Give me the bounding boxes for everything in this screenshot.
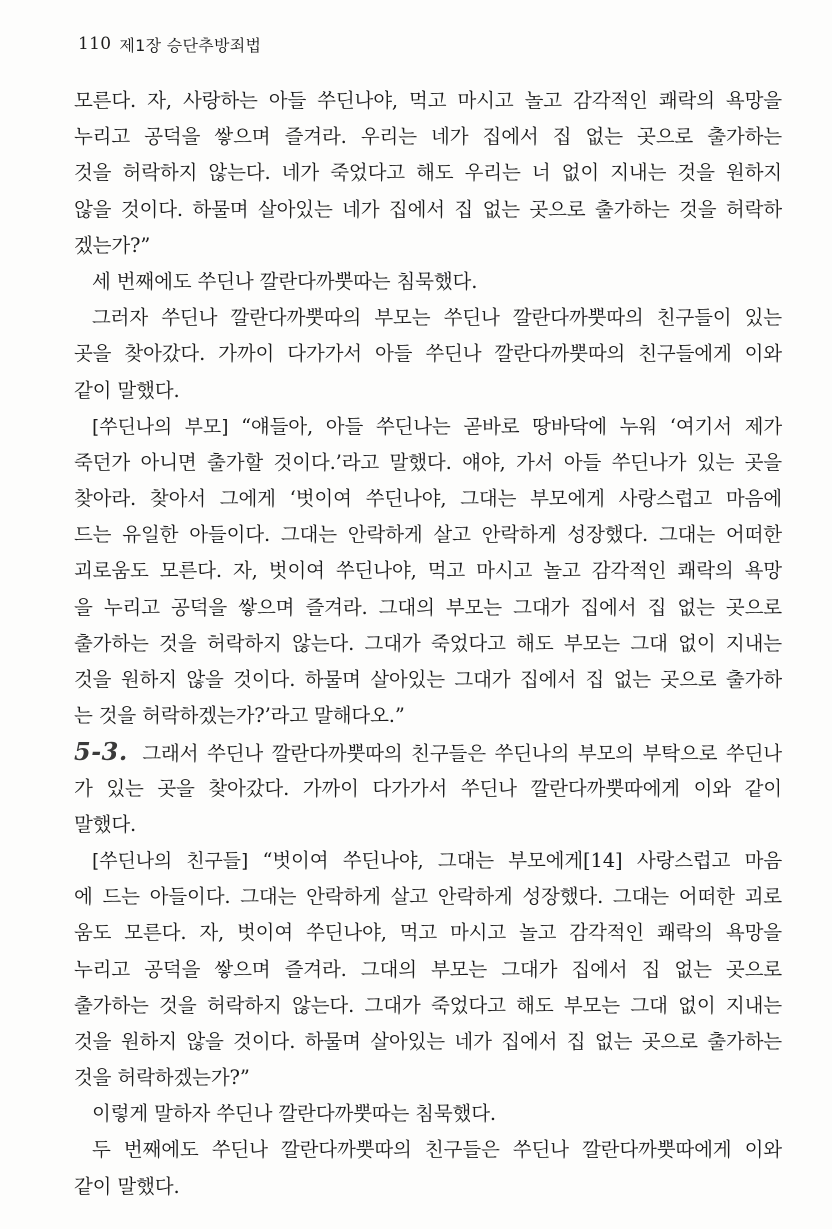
speaker-label: [쑤딘나의 친구들] [92, 849, 249, 872]
text-line [74, 1024, 782, 1060]
line-text: 세 번째에도 쑤딘나 깔란다까뿟따는 침묵했다. [92, 269, 478, 293]
line-text: 같이 말했다. [74, 378, 180, 402]
text-line [74, 771, 782, 807]
text-line [74, 988, 782, 1024]
line-text: 움도 모른다. 자, 벗이여 쑤딘나야, 먹고 마시고 놀고 감각적인 쾌락의 욕망을 [74, 921, 782, 945]
text-line [74, 228, 782, 264]
text-line [74, 662, 782, 698]
text-line [74, 445, 782, 481]
line-text: 곳을 찾아갔다. 가까이 다가가서 아들 쑤딘나 깔란다까뿟따의 친구들에게 이와 [74, 342, 782, 366]
text-line [74, 1096, 782, 1132]
text-line [74, 373, 782, 409]
text-line [74, 734, 782, 770]
text-line [74, 553, 782, 589]
section-number: 5-3. [74, 737, 128, 767]
text-line [74, 952, 782, 988]
line-text: 드는 유일한 아들이다. 그대는 안락하게 살고 안락하게 성장했다. 그대는 어떠한 [74, 523, 782, 547]
line-text: “벗이여 쑤딘나야, 그대는 부모에게[14] 사랑스럽고 마음 [248, 848, 782, 872]
line-text: 것을 원하지 않을 것이다. 하물며 살아있는 그대가 집에서 집 없는 곳으로 출가하 [74, 668, 782, 691]
line-text: 그러자 쑤딘나 깔란다까뿟따의 부모는 쑤딘나 깔란다까뿟따의 친구들이 있는 [92, 306, 782, 330]
line-text: 찾아라. 찾아서 그에게 ‘벗이여 쑤딘나야, 그대는 부모에게 사랑스럽고 마음에 [74, 487, 782, 511]
line-text: “얘들아, 아들 쑤딘나는 곧바로 땅바닥에 누워 ‘여기서 제가 [228, 414, 782, 438]
line-text: 는 것을 허락하겠는가?’라고 말해다오.” [74, 704, 405, 728]
line-text: 것을 원하지 않을 것이다. 하물며 살아있는 네가 집에서 집 없는 곳으로 출가하는 [74, 1029, 782, 1053]
text-line [74, 626, 782, 662]
line-text: 이렇게 말하자 쑤딘나 깔란다까뿟따는 침묵했다. [92, 1102, 496, 1126]
text-line [74, 409, 782, 445]
text-line [74, 517, 782, 553]
line-text: 말했다. [74, 812, 137, 836]
text-line [74, 1132, 782, 1168]
line-text: 그래서 쑤딘나 깔란다까뿟따의 친구들은 쑤딘나의 부모의 부탁으로 쑤딘나 [133, 742, 782, 766]
text-line [74, 1169, 782, 1205]
text-line [74, 83, 782, 119]
text-line [74, 590, 782, 626]
speaker-label: [쑤딘나의 부모] [92, 415, 229, 438]
chapter-title: 제1장 승단추방죄법 [119, 35, 262, 55]
text-line [74, 481, 782, 517]
text-line [74, 879, 782, 915]
page-number: 110 [78, 34, 112, 54]
text-line [74, 264, 782, 300]
line-text: 누리고 공덕을 쌓으며 즐겨라. 그대의 부모는 그대가 집에서 집 없는 곳으로 [74, 957, 782, 981]
line-text: 두 번째에도 쑤딘나 깔란다까뿟따의 친구들은 쑤딘나 깔란다까뿟따에게 이와 [92, 1138, 782, 1162]
text-line [74, 192, 782, 228]
line-text: 않을 것이다. 하물며 살아있는 네가 집에서 집 없는 곳으로 출가하는 것을 허락하 [74, 197, 782, 221]
line-text: 것을 허락하지 않는다. 네가 죽었다고 해도 우리는 너 없이 지내는 것을 원하지 [74, 161, 782, 185]
text-line [74, 807, 782, 843]
text-line [74, 915, 782, 951]
line-text: 누리고 공덕을 쌓으며 즐겨라. 우리는 네가 집에서 집 없는 곳으로 출가하는 [74, 125, 782, 149]
line-text: 것을 허락하겠는가?” [74, 1066, 250, 1090]
text-line [74, 698, 782, 734]
text-line [74, 1060, 782, 1096]
text-line [74, 119, 782, 155]
text-line [74, 300, 782, 336]
line-text: 괴로움도 모른다. 자, 벗이여 쑤딘나야, 먹고 마시고 놀고 감각적인 쾌락의 욕망 [74, 559, 782, 583]
line-text: 모른다. 자, 사랑하는 아들 쑤딘나야, 먹고 마시고 놀고 감각적인 쾌락의 욕망을 [74, 89, 782, 112]
line-text: 같이 말했다. [74, 1174, 180, 1198]
line-text: 죽던가 아니면 출가할 것이다.’라고 말했다. 얘야, 가서 아들 쑤딘나가 있는 곳을 [74, 450, 782, 474]
line-text: 출가하는 것을 허락하지 않는다. 그대가 죽었다고 해도 부모는 그대 없이 지내는 [74, 631, 782, 655]
running-header [78, 30, 261, 58]
text-line [74, 336, 782, 372]
line-text: 에 드는 아들이다. 그대는 안락하게 살고 안락하게 성장했다. 그대는 어떠한 괴로 [74, 885, 782, 909]
line-text: 가 있는 곳을 찾아갔다. 가까이 다가가서 쑤딘나 깔란다까뿟따에게 이와 같이 [74, 776, 782, 800]
line-text: 출가하는 것을 허락하지 않는다. 그대가 죽었다고 해도 부모는 그대 없이 지내는 [74, 993, 782, 1017]
text-line [74, 155, 782, 191]
text-line [74, 843, 782, 879]
line-text: 을 누리고 공덕을 쌓으며 즐겨라. 그대의 부모는 그대가 집에서 집 없는 곳으로 [74, 595, 782, 619]
body-text [74, 83, 782, 1205]
line-text: 겠는가?” [74, 233, 151, 257]
